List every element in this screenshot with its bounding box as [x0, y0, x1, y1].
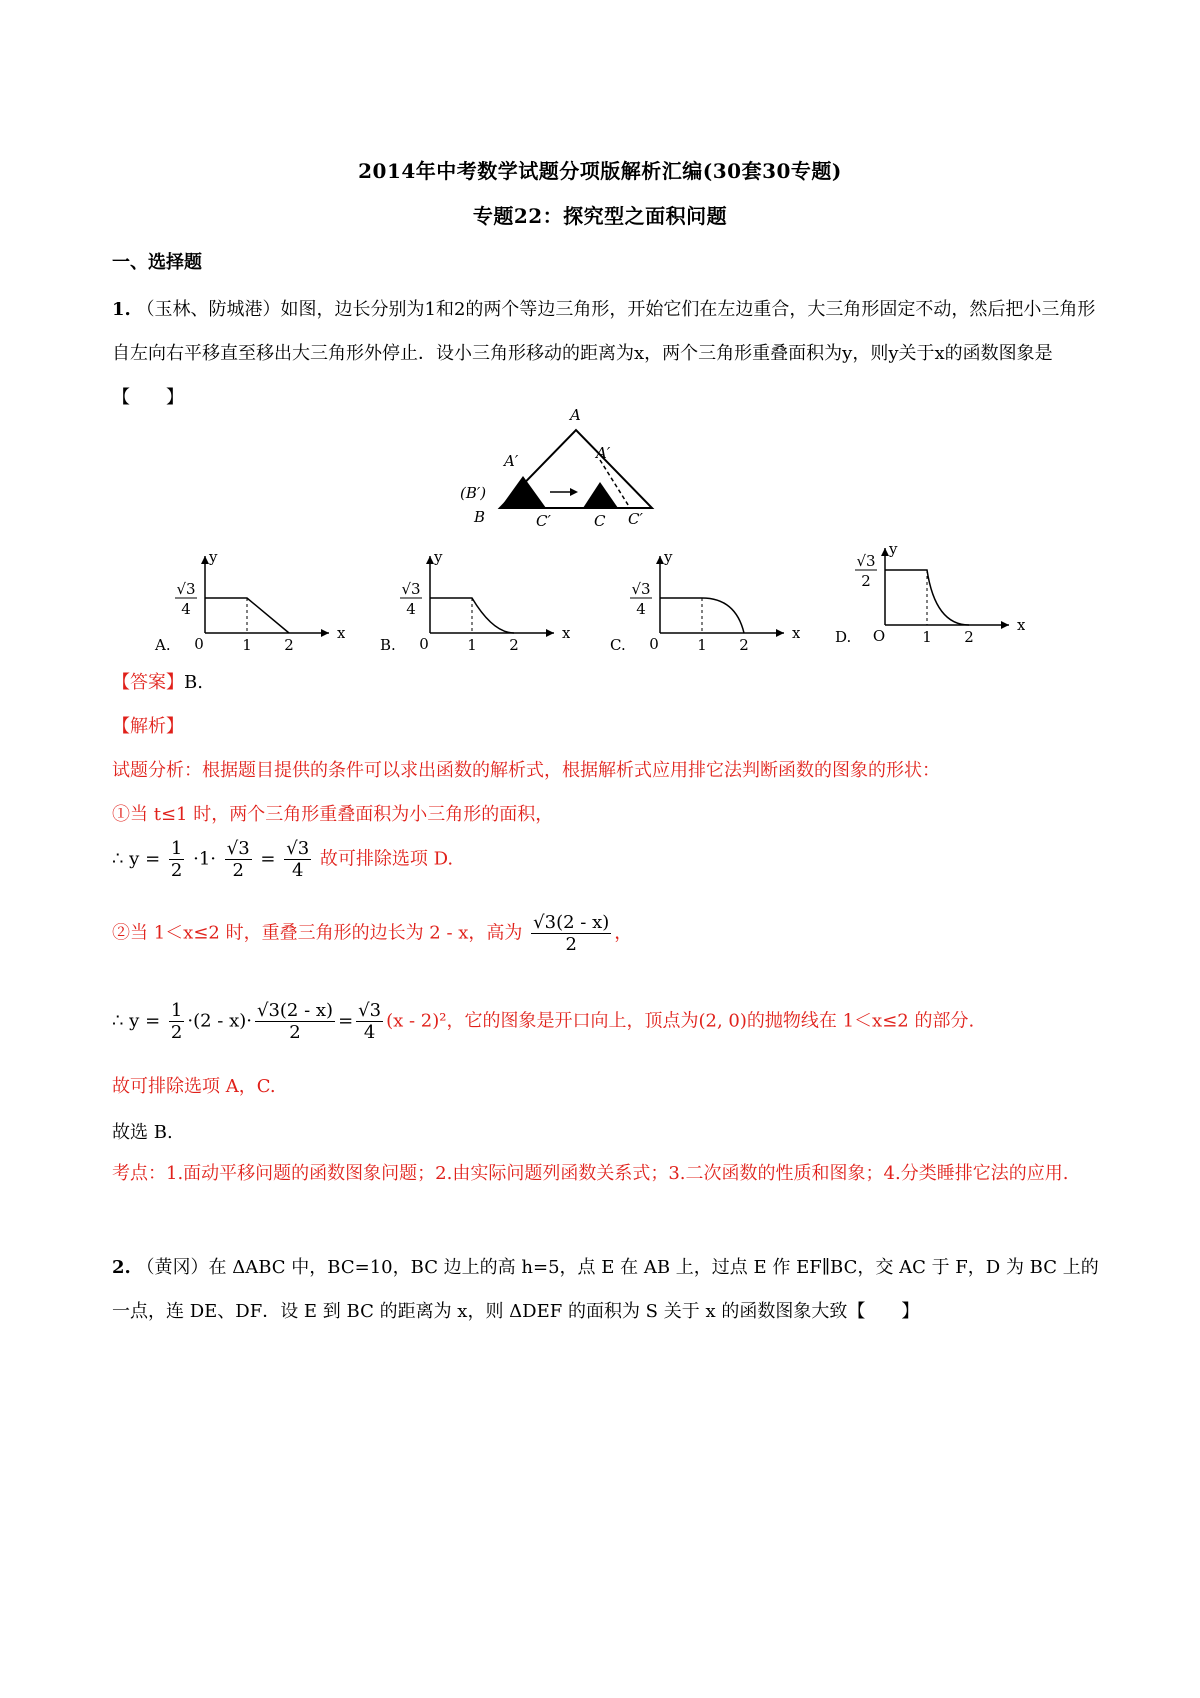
option-origin: 0: [194, 635, 204, 653]
option-y-num: √3: [176, 580, 196, 598]
eq1-prefix: ∴ y =: [112, 848, 161, 870]
question-2-text: [112, 1246, 1102, 1334]
analysis-intro: 试题分析：根据题目提供的条件可以求出函数的解析式，根据解析式应用排它法判断函数的图象的形状：: [112, 760, 940, 781]
label-A: A: [570, 406, 581, 424]
option-letter: C.: [610, 636, 626, 654]
case-1: ①当 t≤1 时，两个三角形重叠面积为小三角形的面积，: [112, 804, 554, 825]
label-C-prime: C′: [536, 512, 551, 530]
exclude-line: 故可排除选项 A，C.: [112, 1076, 276, 1097]
label-A-prime-2: A′: [596, 444, 611, 462]
question-2-number: 2.: [112, 1257, 131, 1278]
option-graph-4: [825, 540, 1025, 650]
document-subtitle: 专题22：探究型之面积问题: [472, 204, 728, 228]
option-xlabel: x: [1017, 616, 1025, 634]
section-heading: 一、选择题: [112, 252, 202, 273]
case-2: ②当 1＜x≤2 时，重叠三角形的边长为 2 - x，高为 $\frac{√3(2 - x)}{2}$ ，: [112, 912, 633, 955]
label-C: C: [594, 512, 606, 530]
option-tick-2: 2: [964, 628, 974, 646]
option-tick-1: 1: [697, 636, 707, 654]
eq1-tail: 故可排除选项 D.: [319, 848, 454, 870]
option-graph-3: [600, 548, 800, 658]
option-xlabel: x: [792, 624, 800, 642]
document-title: 2014年中考数学试题分项版解析汇编(30套30专题): [358, 159, 842, 183]
option-tick-2: 2: [284, 636, 294, 654]
answer-label: 【答案】: [112, 672, 184, 693]
option-letter: B.: [380, 636, 396, 654]
equation-1: ∴ y = $\frac{1}{2}$ ·1· $\frac{√3}{2}$ = $\frac{√3}{4}$ 故可排除选项 D.: [112, 838, 454, 881]
option-letter: A.: [155, 636, 171, 654]
option-y-den: 2: [861, 572, 871, 590]
label-A-prime: A′: [504, 452, 519, 470]
option-ylabel: y: [889, 540, 898, 558]
option-tick-2: 2: [739, 636, 749, 654]
option-tick-1: 1: [467, 636, 477, 654]
option-origin: 0: [419, 635, 429, 653]
option-y-num: √3: [856, 552, 876, 570]
equation-2: ∴ y = $\frac{1}{2}$ ·(2 - x)· $\frac{√3(2 - x)}{2}$ = $\frac{√3}{4}$ (x - 2)²，它的图象是开口向上，顶点为(2, 0)的抛物线在 1＜x≤2 的部分.: [112, 1000, 975, 1043]
analysis-label: 【解析】: [112, 716, 184, 737]
option-xlabel: x: [562, 624, 570, 642]
option-y-den: 4: [181, 600, 191, 618]
answer-value: B.: [184, 672, 203, 693]
option-y-num: √3: [401, 580, 421, 598]
kaodian-line: 考点：1.面动平移问题的函数图象问题；2.由实际问题列函数关系式；3.二次函数的性质和图象；4.分类睡排它法的应用.: [112, 1163, 1069, 1184]
option-ylabel: y: [664, 548, 673, 566]
option-graph-1: [145, 548, 345, 658]
triangle-figure: [460, 400, 680, 530]
option-tick-1: 1: [922, 628, 932, 646]
option-origin: 0: [649, 635, 659, 653]
question-2-body: （黄冈）在 ΔABC 中，BC=10，BC 边上的高 h=5，点 E 在 AB 上，过点 E 作 EF∥BC，交 AC 于 F，D 为 BC 上的一点，连 DE、DF．设 E 到 BC 的距离为 x，则 ΔDEF 的面积为 S 关于 x 的函数图象大致【 】: [112, 1257, 1099, 1322]
answer-line: [112, 668, 203, 694]
option-y-den: 4: [406, 600, 416, 618]
option-origin: O: [872, 627, 886, 645]
option-letter: D.: [835, 628, 852, 646]
eq2-tail: (x - 2)²，它的图象是开口向上，顶点为(2, 0)的抛物线在 1＜x≤2 的部分.: [386, 1010, 975, 1032]
option-ylabel: y: [434, 548, 443, 566]
label-B: B: [474, 508, 486, 526]
option-graph-2: [370, 548, 570, 658]
question-1-body: （玉林、防城港）如图，边长分别为1和2的两个等边三角形，开始它们在左边重合，大三角形固定不动，然后把小三角形自左向右平移直至移出大三角形外停止．设小三角形移动的距离为x，两个三角形重叠面积为y，则y关于x的函数图象是【 】: [112, 299, 1096, 408]
label-C-prime-2: C′: [628, 510, 643, 528]
option-tick-1: 1: [242, 636, 252, 654]
option-y-num: √3: [631, 580, 651, 598]
option-tick-2: 2: [509, 636, 519, 654]
choose-line: 故选 B.: [112, 1122, 173, 1143]
option-ylabel: y: [209, 548, 218, 566]
option-y-den: 4: [636, 600, 646, 618]
label-B-prime: (B′): [460, 484, 487, 502]
question-1-number: 1.: [112, 299, 131, 320]
option-xlabel: x: [337, 624, 345, 642]
